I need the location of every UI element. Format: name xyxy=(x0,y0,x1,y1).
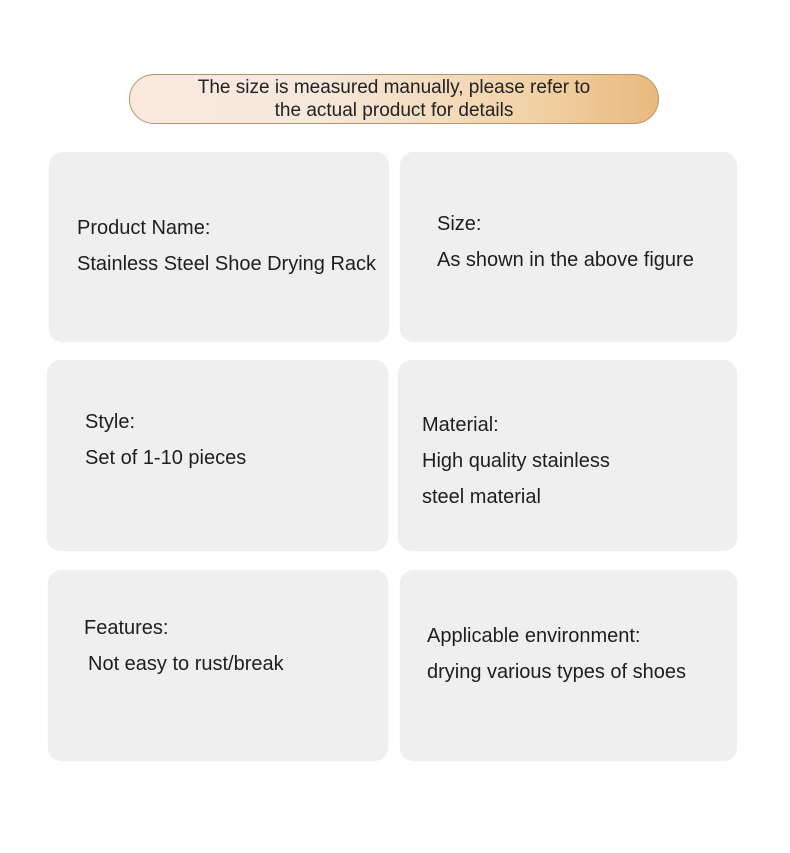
features-card xyxy=(48,570,388,761)
material-value-line-2: steel material xyxy=(422,486,541,508)
size-value: As shown in the above figure xyxy=(437,249,694,271)
product-name-label: Product Name: xyxy=(77,217,211,239)
features-label: Features: xyxy=(84,617,169,639)
banner-line-2: the actual product for details xyxy=(274,100,514,121)
material-label: Material: xyxy=(422,414,499,436)
style-card xyxy=(47,360,388,551)
size-card xyxy=(400,152,737,342)
applicable-environment-label: Applicable environment: xyxy=(427,625,641,647)
applicable-environment-card xyxy=(400,570,737,761)
style-value: Set of 1-10 pieces xyxy=(85,447,247,469)
applicable-environment-value: drying various types of shoes xyxy=(427,661,687,683)
banner-line-1: The size is measured manually, please refer to xyxy=(197,77,591,98)
product-name-card xyxy=(49,152,389,342)
size-disclaimer-banner xyxy=(129,74,659,124)
material-value-line-1: High quality stainless xyxy=(422,450,610,472)
style-label: Style: xyxy=(85,411,136,433)
product-name-value: Stainless Steel Shoe Drying Rack xyxy=(77,253,377,275)
material-card xyxy=(398,360,737,551)
size-label: Size: xyxy=(437,213,482,235)
features-value: Not easy to rust/break xyxy=(88,653,284,675)
